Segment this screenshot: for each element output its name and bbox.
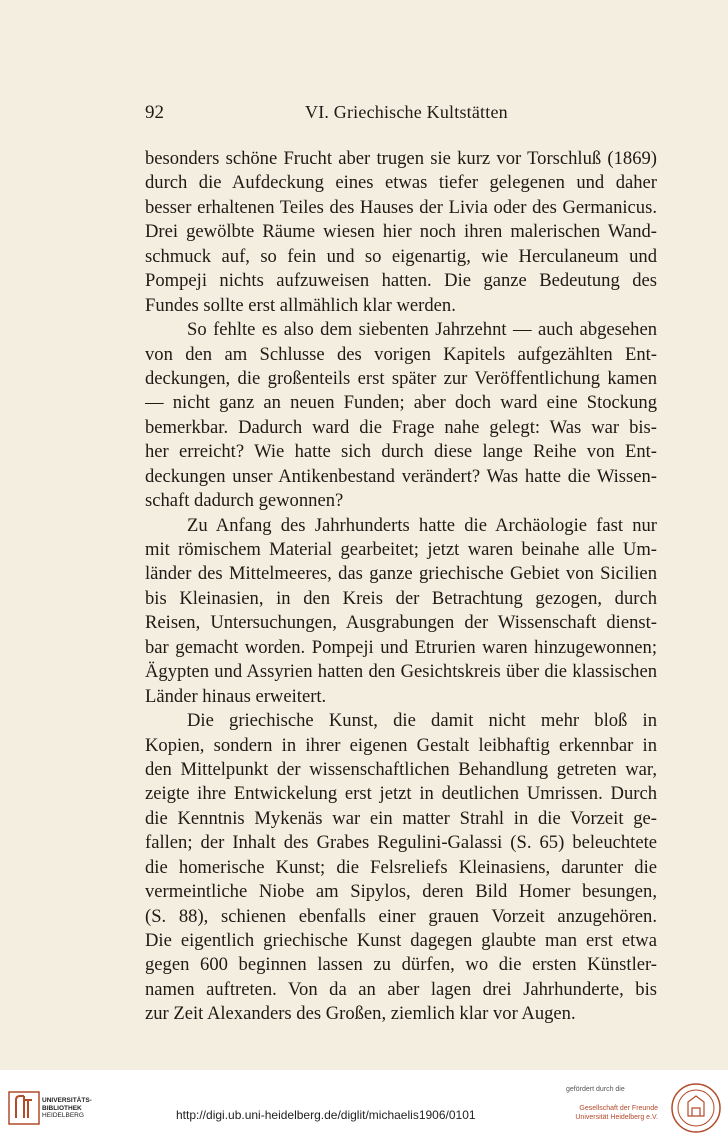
text-line: schaft dadurch gewonnen?: [145, 490, 344, 512]
university-seal-icon: [670, 1082, 722, 1134]
text-line: von den am Schlusse des vorigen Kapitels aufgezählten Ent-: [145, 343, 657, 365]
library-name-line: HEIDELBERG: [42, 1112, 84, 1119]
text-line: den Mittelpunkt der wissenschaftlichen Behandlung getreten war,: [145, 758, 657, 780]
text-line: Reisen, Untersuchungen, Ausgrabungen der Wissenschaft dienst-: [145, 612, 657, 634]
permalink-url[interactable]: http://digi.ub.uni-heidelberg.de/diglit/michaelis1906/0101: [176, 1108, 476, 1122]
text-line: bemerkbar. Dadurch ward die Frage nahe gelegt: Was war bis-: [145, 416, 657, 438]
text-line: deckungen unser Antikenbestand verändert? Was hatte die Wissen-: [145, 465, 657, 487]
text-line: fallen; der Inhalt des Grabes Regulini-Galassi (S. 65) beleuchtete: [145, 832, 657, 854]
text-line: länder des Mittelmeeres, das ganze griechische Gebiet von Sicilien: [145, 563, 657, 585]
library-name-line: UNIVERSITÄTS-: [42, 1097, 92, 1104]
text-line: bar gemacht worden. Pompeji und Etrurien waren hinzugewonnen;: [145, 636, 657, 658]
text-line: mit römischem Material gearbeitet; jetzt waren beinahe alle Um-: [145, 539, 657, 560]
text-line: schmuck auf, so fein und so eigenartig, wie Herculaneum und: [145, 245, 657, 267]
text-line: zeigte ihre Entwickelung erst jetzt in deutlichen Umrissen. Durch: [145, 783, 657, 805]
body-text: [145, 147, 657, 1027]
text-line: namen auftreten. Von da an aber lagen drei Jahrhunderte, bis: [145, 978, 657, 1000]
text-line: Kopien, sondern in ihrer eigenen Gestalt leibhaftig erkennbar in: [145, 734, 657, 756]
text-line: Drei gewölbte Räume wiesen hier noch ihren malerischen Wand-: [145, 221, 657, 243]
page-header: [145, 102, 657, 130]
text-line: Fundes sollte erst allmählich klar werden.: [145, 294, 456, 316]
text-line: besser erhaltenen Teiles des Hauses der Livia oder des Germanicus.: [145, 196, 657, 218]
library-name: [42, 1097, 92, 1120]
page-number: 92: [145, 102, 164, 123]
library-logo-icon: [8, 1091, 40, 1125]
text-line: zur Zeit Alexanders des Großen, ziemlich klar vor Augen.: [145, 1003, 576, 1025]
text-line: vermeintliche Niobe am Sipylos, deren Bild Homer besungen,: [145, 881, 657, 903]
funder-name-line: Universität Heidelberg e.V.: [575, 1114, 658, 1121]
library-name-line: BIBLIOTHEK: [42, 1104, 82, 1112]
funder-name: [566, 1104, 658, 1122]
text-line: bis Kleinasien, in den Kreis der Betrachtung gezogen, durch: [145, 587, 657, 609]
text-line: Länder hinaus erweitert.: [145, 685, 327, 707]
text-line: die Kenntnis Mykenäs war ein matter Strahl in die Vorzeit ge-: [145, 807, 657, 829]
funder-name-line: Gesellschaft der Freunde: [579, 1105, 658, 1112]
digitization-footer: [0, 1070, 728, 1137]
text-line: — nicht ganz an neuen Funden; aber doch ward eine Stockung: [145, 392, 657, 414]
text-line: Pompeji nichts aufzuweisen hatten. Die ganze Bedeutung des: [145, 270, 657, 292]
text-line: (S. 88), schienen ebenfalls einer grauen Vorzeit anzugehören.: [145, 905, 657, 927]
text-line: So fehlte es also dem siebenten Jahrzehnt — auch abgesehen: [187, 319, 657, 341]
funded-by-label: gefördert durch die: [566, 1086, 625, 1093]
text-line: besonders schöne Frucht aber trugen sie kurz vor Torschluß (1869): [145, 148, 657, 169]
text-line: die homerische Kunst; die Felsreliefs Kleinasiens, darunter die: [145, 856, 657, 878]
text-line: her erreicht? Wie hatte sich durch diese lange Reihe von Ent-: [145, 441, 657, 463]
text-line: Ägypten und Assyrien hatten den Gesichtskreis über die klassischen: [145, 661, 657, 683]
text-line: Die eigentlich griechische Kunst dagegen glaubte man erst etwa: [145, 930, 657, 951]
text-line: Zu Anfang des Jahrhunderts hatte die Archäologie fast nur: [187, 514, 657, 536]
text-line: deckungen, die großenteils erst später zur Veröffentlichung kamen: [145, 367, 657, 389]
text-line: gegen 600 beginnen lassen zu dürfen, wo die ersten Künstler-: [145, 954, 657, 976]
running-head: VI. Griechische Kultstätten: [305, 102, 508, 122]
text-line: durch die Aufdeckung eines etwas tiefer gelegenen und daher: [145, 172, 657, 194]
text-line: Die griechische Kunst, die damit nicht mehr bloß in: [187, 710, 657, 732]
